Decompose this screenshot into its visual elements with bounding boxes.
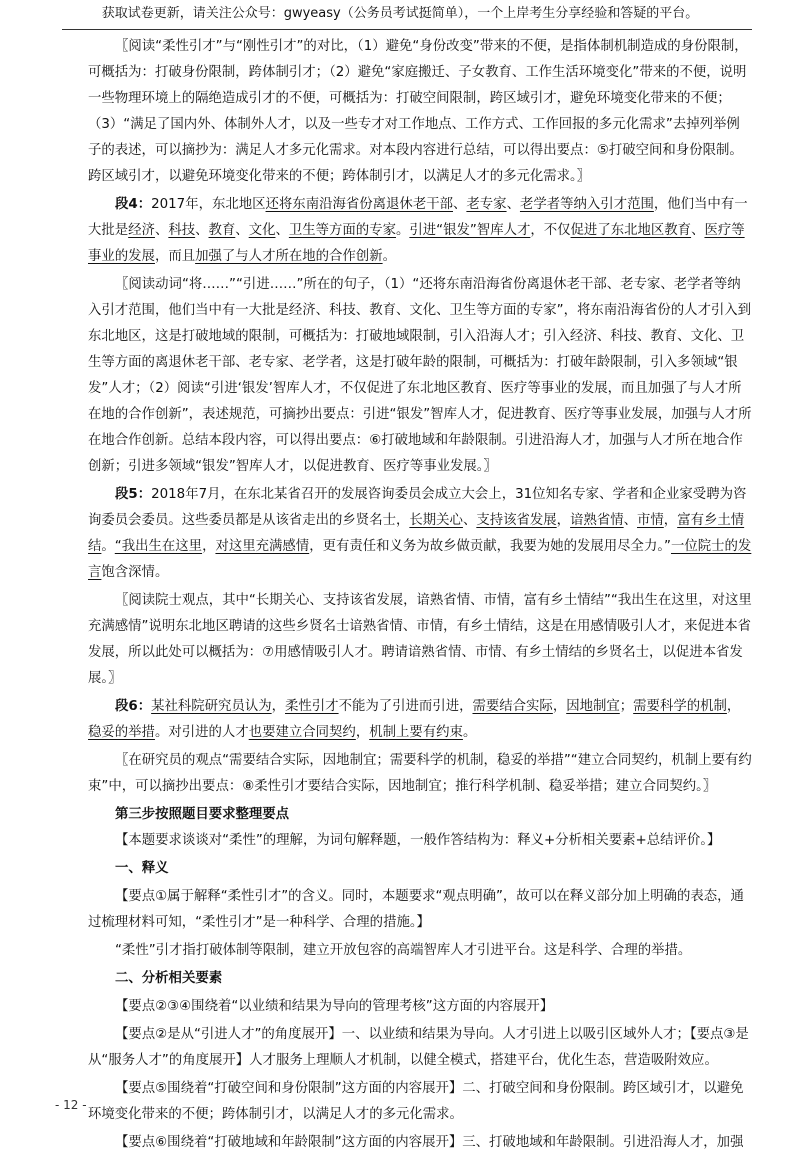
text-run: 、 [195, 223, 209, 238]
text-run: 、 [691, 223, 705, 238]
segment-6-label: 段6： [115, 699, 152, 714]
text-run: 、 [462, 513, 477, 528]
underlined-text: 对这里充满感情 [215, 539, 310, 554]
text-run: 。 [101, 539, 115, 554]
key-point-6-paragraph: 【要点⑥围绕着“打破地域和年龄限制”这方面的内容展开】三、打破地域和年龄限制。引进沿海人才，加强 [115, 1135, 744, 1150]
underlined-text: 促进了东北地区教育 [570, 223, 692, 238]
text-run: 2018年7月，在东北某省召开的发展咨询委员会成立大会上，31位知名专家、学者和企业家受聘为咨询委员会委员。这些委员都是从该省走出的乡贤名士， [88, 487, 747, 528]
underlined-text: 科技 [168, 223, 196, 238]
annotation-paragraph-6: 〖在研究员的观点“需要结合实际，因地制宜；需要科学的机制，稳妥的举措”“建立合同契约，机制上要有约束”中，可以摘抄出要点：⑧柔性引才要结合实际，因地制宜；推行科学机制、稳妥举措；建立合同契约。〗 [88, 753, 752, 794]
underlined-text: 老学者等纳入引才范围 [519, 197, 654, 212]
key-points-2-3-4-note: 【要点②③④围绕着“以业绩和结果为导向的管理考核”这方面的内容展开】 [115, 999, 554, 1014]
segment-4-paragraph [88, 192, 752, 270]
document-body [88, 34, 752, 1156]
text-run: 、 [453, 197, 467, 212]
header-divider [62, 29, 752, 30]
key-points-2-3-paragraph: 【要点②是从“引进人才”的角度展开】一、以业绩和结果为导向。人才引进上以吸引区域外人才；【要点③是从“服务人才”的角度展开】人才服务上理顺人才机制，以健全模式，搭建平台，优化生态，营造吸附效应。 [88, 1027, 749, 1068]
text-run: ，更有责任和义务为故乡做贡献，我要为她的发展用尽全力。” [309, 539, 671, 554]
underlined-text: 需要结合实际 [472, 699, 553, 714]
underlined-text: 医疗等事业的发展 [88, 223, 745, 264]
annotation-paragraph-3: 〖阅读“柔性引才”与“刚性引才”的对比，（1）避免“身份改变”带来的不便，是指体制机制造成的身份限制，可概括为：打破身份限制，跨体制引才；（2）避免“家庭搬迁、子女教育、工作生活环境变化”带来的不便，说明一些物理环境上的隔绝造成引才的不便，可概括为：打破空间限制，跨区域引才，避免环境变化带来的不便；（3）“满足了国内外、体制外人才，以及一些专才对工作地点、工作方式、工作回报的多元化需求”去掉列举例子的表述，可以摘抄为：满足人才多元化需求。对本段内容进行总结，可以得出要点：⑤打破空间和身份限制。跨区域引才，以避免环境变化带来的不便；跨体制引才，以满足人才的多元化需求。〗 [88, 39, 748, 184]
text-run: 、 [275, 223, 289, 238]
key-point-5-paragraph: 【要点⑤围绕着“打破空间和身份限制”这方面的内容展开】二、打破空间和身份限制。跨区域引才，以避免环境变化带来的不便；跨体制引才，以满足人才的多元化需求。 [88, 1081, 744, 1122]
underlined-text: 因地制宜 [566, 699, 620, 714]
underlined-text: 也要建立合同契约 [248, 725, 356, 740]
key-point-1-note: 【要点①属于解释“柔性引才”的含义。同时，本题要求“观点明确”，故可以在释义部分加上明确的表态，通过梳理材料可知，“柔性引才”是一种科学、合理的措施。】 [88, 889, 744, 930]
text-run: ， [663, 513, 678, 528]
underlined-text: 经济 [128, 223, 155, 238]
underlined-text: 还将东南沿海省份离退休老干部 [265, 197, 453, 212]
text-run: ； [619, 699, 634, 714]
text-run: 、 [506, 197, 520, 212]
underlined-text: 老专家 [466, 197, 507, 212]
step-3-note: 【本题要求谈谈对“柔性”的理解，为词句解释题，一般作答结构为：释义+分析相关要素+总结评价。】 [115, 833, 721, 848]
underlined-text: 稳妥的举措 [88, 725, 155, 740]
text-run: 、 [154, 223, 169, 238]
text-run: ，不仅 [530, 223, 571, 238]
text-run: 不能为了引进而引进， [338, 699, 473, 714]
text-run: 。对引进的人才 [154, 725, 249, 740]
text-run: ， [202, 539, 216, 554]
text-run: 、 [623, 513, 638, 528]
annotation-paragraph-4: 〖阅读动词“将……”“引进……”所在的句子，（1）“还将东南沿海省份离退休老干部、老专家、老学者等纳入引才范围，他们当中有一大批是经济、科技、教育、文化、卫生等方面的专家”，将东南沿海省份的人才引入到东北地区，这是打破地域的限制，可概括为：打破地域限制，引入沿海人才；引入经济、科技、教育、文化、卫生等方面的离退休老干部、老专家、老学者，这是打破年龄的限制，可概括为：打破年龄限制，引入多领域“银发”人才；（2）阅读“引进‘银发’智库人才，不仅促进了东北地区教育、医疗等事业的发展，而且加强了与人才所在地的合作创新”，表述规范，可摘抄出要点：引进“银发”智库人才，促进教育、医疗等事业发展，加强与人才所在地合作创新。总结本段内容，可以得出要点：⑥打破地域和年龄限制。引进沿海人才，加强与人才所在地合作创新；引进多领域“银发”智库人才，以促进教育、医疗等事业发展。〗 [88, 277, 752, 474]
page-header: 获取试卷更新，请关注公众号：gwyeasy（公务员考试挺简单），一个上岸考生分享经验和答疑的平台。 [101, 6, 699, 21]
text-run: ， [556, 513, 571, 528]
segment-5-paragraph [88, 482, 752, 586]
text-run: 2017年，东北地区 [151, 197, 266, 212]
underlined-text: 加强了与人才所在地的合作创新 [195, 249, 383, 264]
underlined-text: 谙熟省情 [570, 513, 624, 528]
text-run: 。 [395, 223, 410, 238]
text-run: ，而且 [154, 249, 196, 264]
underlined-text: 市情 [637, 513, 664, 528]
underlined-text: 卫生等方面的专家 [288, 223, 396, 238]
underlined-text: 教育 [208, 223, 236, 238]
text-run: ， [726, 699, 741, 714]
page-number: - 12 - [55, 1098, 87, 1112]
underlined-text: 文化 [248, 223, 276, 238]
text-run: ， [355, 725, 370, 740]
underlined-text: 某社科院研究员认为 [151, 699, 272, 714]
underlined-text: 需要科学的机制 [633, 699, 727, 714]
underlined-text: 机制上要有约束 [369, 725, 463, 740]
segment-6-paragraph [88, 694, 752, 746]
underlined-text: 支持该省发展 [476, 513, 557, 528]
segment-5-label: 段5： [115, 487, 152, 502]
underlined-text: 长期关心 [409, 513, 463, 528]
text-run: 。 [382, 249, 396, 264]
text-run: ，他们当中有一大批是 [88, 197, 748, 238]
text-run: 、 [235, 223, 249, 238]
text-run: ， [552, 699, 567, 714]
underlined-text: 引进“银发”智库人才 [409, 223, 531, 238]
text-run: 。 [462, 725, 477, 740]
text-run: ， [271, 699, 286, 714]
annotation-paragraph-5: 〖阅读院士观点，其中“长期关心、支持该省发展，谙熟省情、市情，富有乡土情结”“我出生在这里，对这里充满感情”说明东北地区聘请的这些乡贤名士谙熟省情、市情，有乡土情结，这是在用感情吸引人才，来促进本省发展，所以此处可以概括为：⑦用感情吸引人才。聘请谙熟省情、市情、有乡土情结的乡贤名士，以促进本省发展。〗 [88, 593, 752, 686]
definition-paragraph: “柔性”引才指打破体制等限制，建立开放包容的高端智库人才引进平台。这是科学、合理的举措。 [115, 943, 692, 958]
segment-4-label: 段4： [115, 197, 152, 212]
underlined-text: “我出生在这里 [114, 539, 203, 554]
step-3-heading: 第三步按照题目要求整理要点 [115, 807, 290, 822]
text-run: 饱含深情。 [101, 565, 169, 580]
section-heading-analysis: 二、分析相关要素 [115, 971, 223, 986]
underlined-text: 富有乡土情结 [88, 513, 745, 554]
underlined-text: 一位院士的发言 [88, 539, 752, 580]
section-heading-definition: 一、释义 [115, 861, 169, 876]
underlined-text: 柔性引才 [285, 699, 339, 714]
